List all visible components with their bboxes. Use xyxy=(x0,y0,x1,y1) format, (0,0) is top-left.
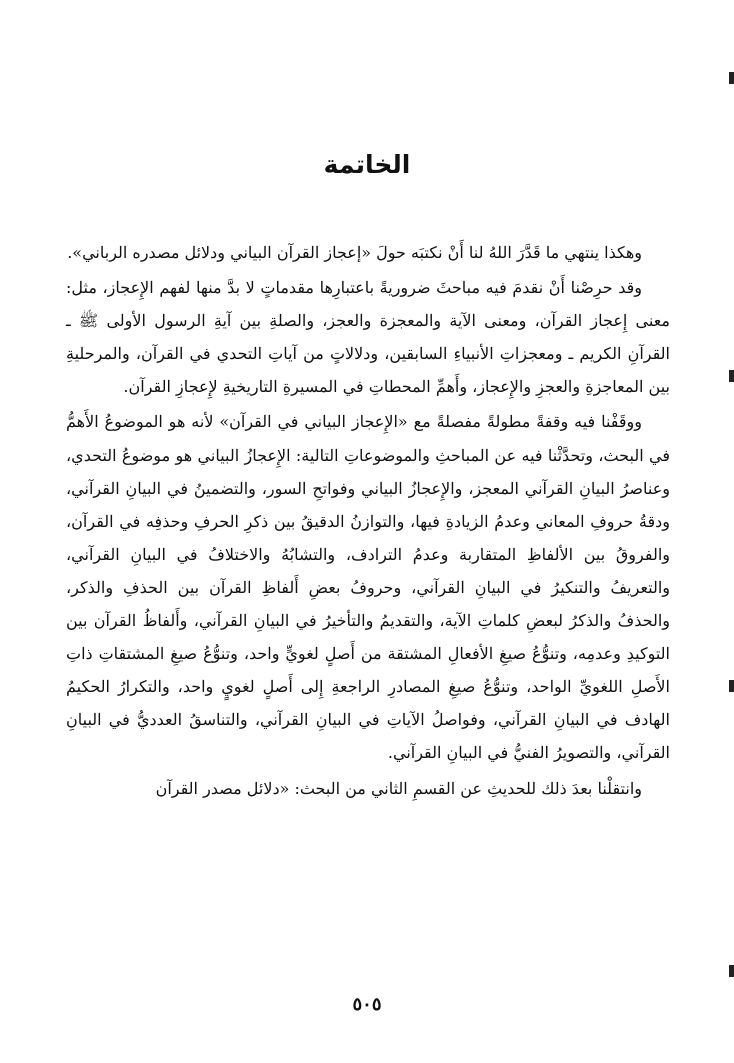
edge-mark xyxy=(729,72,734,84)
paragraph-3: ووقَفْنا فيه وقفةً مطولةً مفصلةً مع «الإِعجاز البياني في القرآن» لأنه هو الموضوعُ الأَهمُّ في البحث، وتحدَّثْنا فيه عن المباحثِ والموضوعاتِ التالية: الإِعجازُ البياني هو موضوعُ التحدي، وعناصرُ البيانِ القرآني المعجز، والإِعجازُ البياني وفواتحِ السور، والتضمينُ في البيانِ القرآني، ودقةُ حروفِ المعاني وعدمُ الزيادةِ فيها، والتوازنُ الدقيقُ بين ذكرِ الحرفِ وحذفِه في القرآن، والفروقُ بين الألفاظِ المتقاربة وعدمُ الترادف، والتشابُهُ والاختلافُ في البيانِ القرآني، والتعريفُ والتنكيرُ في البيانِ القرآني، وحروفُ بعضِ أَلفاظِ القرآن بين الحذفِ والذكر، والحذفُ والذكرُ لبعضِ كلماتِ الآية، والتقديمُ والتأخيرُ في البيانِ القرآني، وأَلفاظُ القرآن بين التوكيدِ وعدمِه، وتنوُّعُ صيغِ الأفعالِ المشتقة من أَصلٍ لغويٍّ واحد، وتنوُّعُ صيغِ المشتقاتِ ذاتِ الأَصلِ اللغويِّ الواحد، وتنوُّعُ صيغِ المصادرِ الراجعةِ إِلى أَصلٍ لغويٍ واحد، والتكرارُ الحكيمُ الهادف في البيانِ القرآني، وفواصلُ الآياتِ في البيانِ القرآني، والتناسقُ العدديُّ في البيانِ القرآني، والتصويرُ الفنيُّ في البيانِ القرآني. xyxy=(66,412,670,763)
edge-mark xyxy=(729,370,734,382)
edge-mark xyxy=(729,680,734,692)
page-title: الخاتمة xyxy=(323,150,411,179)
edge-mark xyxy=(729,965,734,977)
page-number: ٥٠٥ xyxy=(352,994,382,1015)
paragraph-4: وانتقلْنا بعدَ ذلك للحديثِ عن القسمِ الثاني من البحث: «دلائل مصدر القرآن xyxy=(155,778,642,798)
body-text xyxy=(66,236,670,807)
paragraph-1: وهكذا ينتهي ما قَدَّرَ اللهُ لنا أَنْ نكتبَه حولَ «إعجاز القرآن البياني ودلائل مصدره الرباني». xyxy=(67,243,642,262)
paragraph-2: وقد حرِصْنا أَنْ نقدمَ فيه مباحثَ ضروريةً باعتبارِها مقدماتٍ لا بدَّ منها لفهم الإِعجاز، مثل: معنى إِعجاز القرآن، ومعنى الآية والمعجزة والعجز، والصلةِ بين آيةِ الرسول الأولى ﷺ ـ القرآنِ الكريم ـ ومعجزاتِ الأنبياءِ السابقين، ودلالاتٍ من آياتِ التحدي في القرآن، والمرحليةِ بين المعاجزةِ والعجزِ والإِعجاز، وأَهمِّ المحطاتِ في المسيرةِ التاريخيةِ لإِعجازِ القرآن. xyxy=(66,278,671,397)
